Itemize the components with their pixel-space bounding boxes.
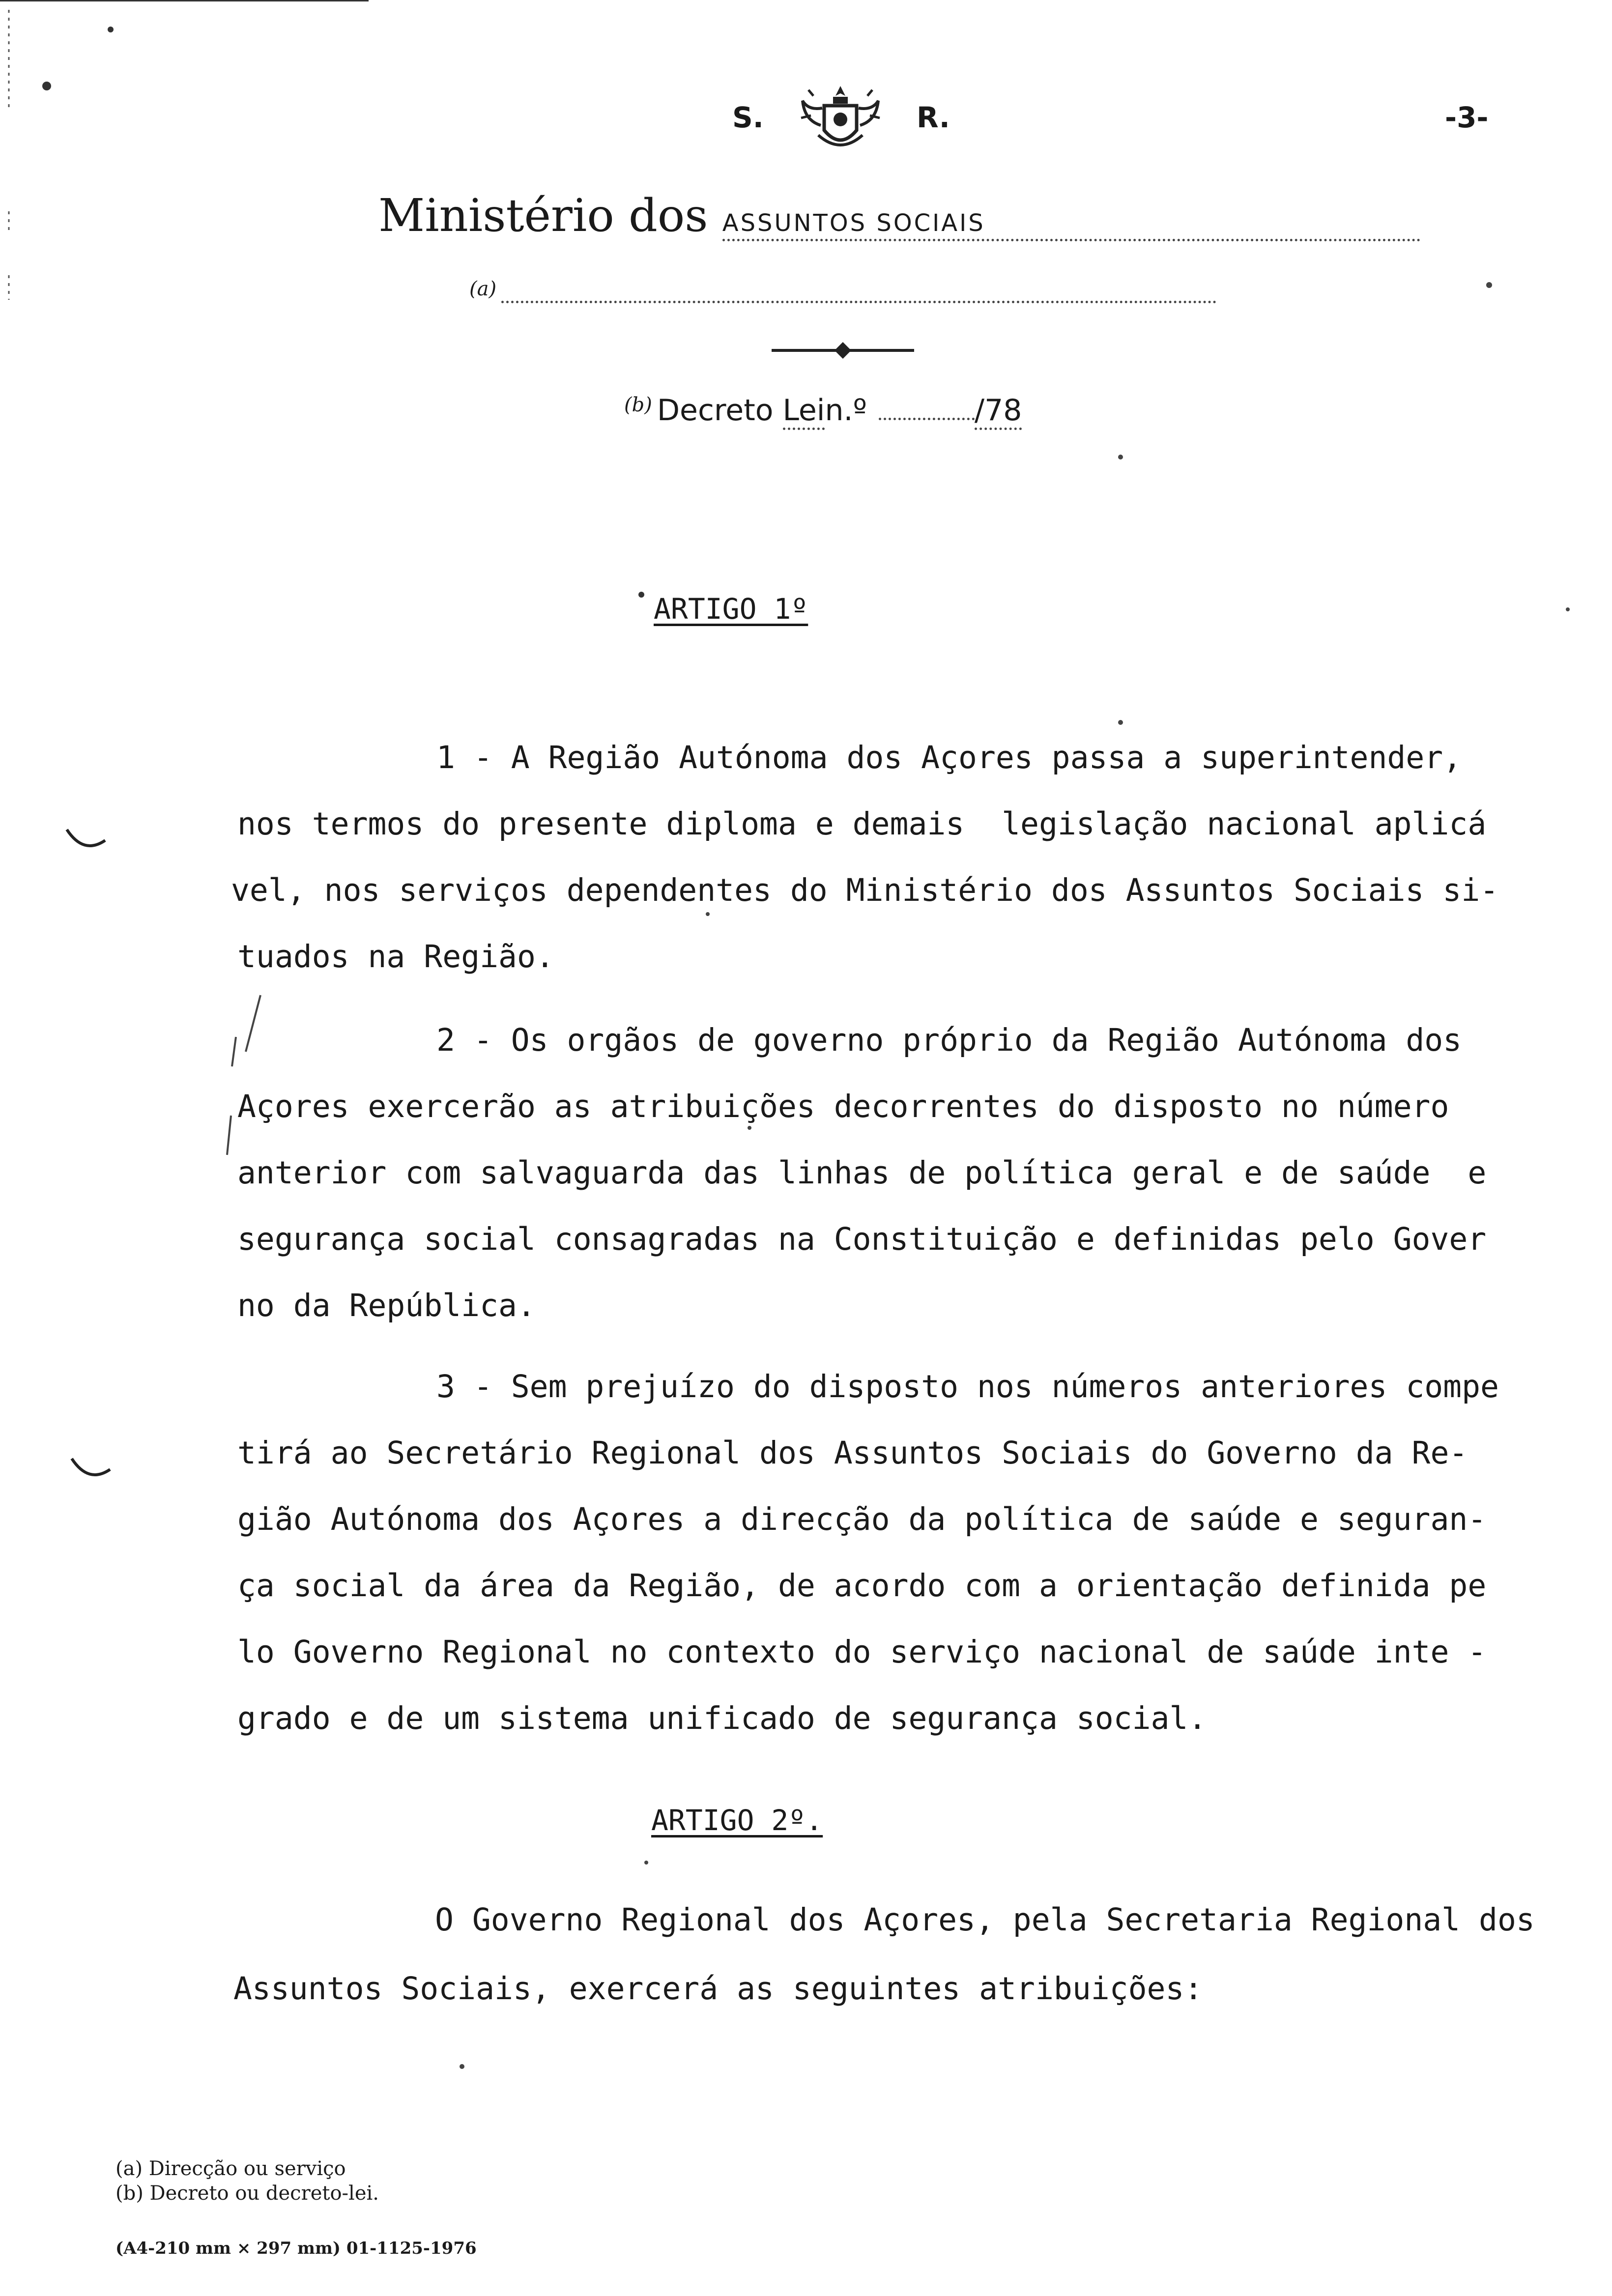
page-number: -3- [1445, 101, 1489, 134]
decree-number-label: n.º [825, 393, 867, 428]
decree-prefix: Decreto [657, 393, 774, 428]
article-1-line: 2 - Os orgãos de governo próprio da Região Autónoma dos [436, 1022, 1462, 1058]
article-1-line: anterior com salvaguarda das linhas de política geral e de saúde e [237, 1155, 1487, 1191]
footnote-b: (b) Decreto ou decreto-lei. [115, 2182, 379, 2205]
article-2-line: O Governo Regional dos Açores, pela Secretaria Regional dos [435, 1902, 1535, 1938]
header-letter-s: S. [732, 101, 764, 134]
ministry-name: ASSUNTOS SOCIAIS [722, 209, 1420, 241]
article-1-line: nos termos do presente diploma e demais legislação nacional aplicá [237, 806, 1487, 842]
header-letter-r: R. [917, 101, 950, 134]
article-1-line: grado e de um sistema unificado de segurança social. [237, 1700, 1207, 1736]
article-1-line: gião Autónoma dos Açores a direcção da política de saúde e seguran- [237, 1501, 1487, 1537]
article-1-line: no da República. [237, 1288, 536, 1323]
article-1-line: vel, nos serviços dependentes do Ministério dos Assuntos Sociais si- [231, 872, 1499, 908]
ministry-of: dos [628, 189, 708, 242]
article-1-line: Açores exercerão as atribuições decorrentes do disposto no número [237, 1089, 1449, 1124]
footnote-a: (a) Direcção ou serviço [115, 2157, 346, 2180]
decree-lei: Lei [783, 393, 825, 430]
field-a-label: (a) [469, 278, 497, 300]
article-1-line: lo Governo Regional no contexto do serviço nacional de saúde inte - [237, 1634, 1487, 1670]
article-1-line: 3 - Sem prejuízo do disposto nos números anteriores compe [436, 1369, 1499, 1405]
decree-footnote-marker: (b) [624, 394, 652, 416]
ministry-title: Ministério [378, 189, 614, 242]
article-1-line: segurança social consagradas na Constituição e definidas pelo Gover [237, 1221, 1487, 1257]
article-2-heading: ARTIGO 2º. [651, 1804, 823, 1837]
article-2-line: Assuntos Sociais, exercerá as seguintes atribuições: [233, 1971, 1203, 2007]
article-1-line: ça social da área da Região, de acordo com a orientação definida pe [237, 1568, 1487, 1604]
article-1-heading: ARTIGO 1º [654, 592, 808, 626]
article-1-line: tuados na Região. [237, 939, 554, 975]
article-1-line: tirá ao Secretário Regional dos Assuntos Sociais do Governo da Re- [237, 1435, 1468, 1471]
article-1-line: 1 - A Região Autónoma dos Açores passa a superintender, [436, 740, 1462, 775]
form-code: (A4-210 mm × 297 mm) 01-1125-1976 [115, 2239, 477, 2258]
decree-year: /78 [975, 393, 1022, 430]
